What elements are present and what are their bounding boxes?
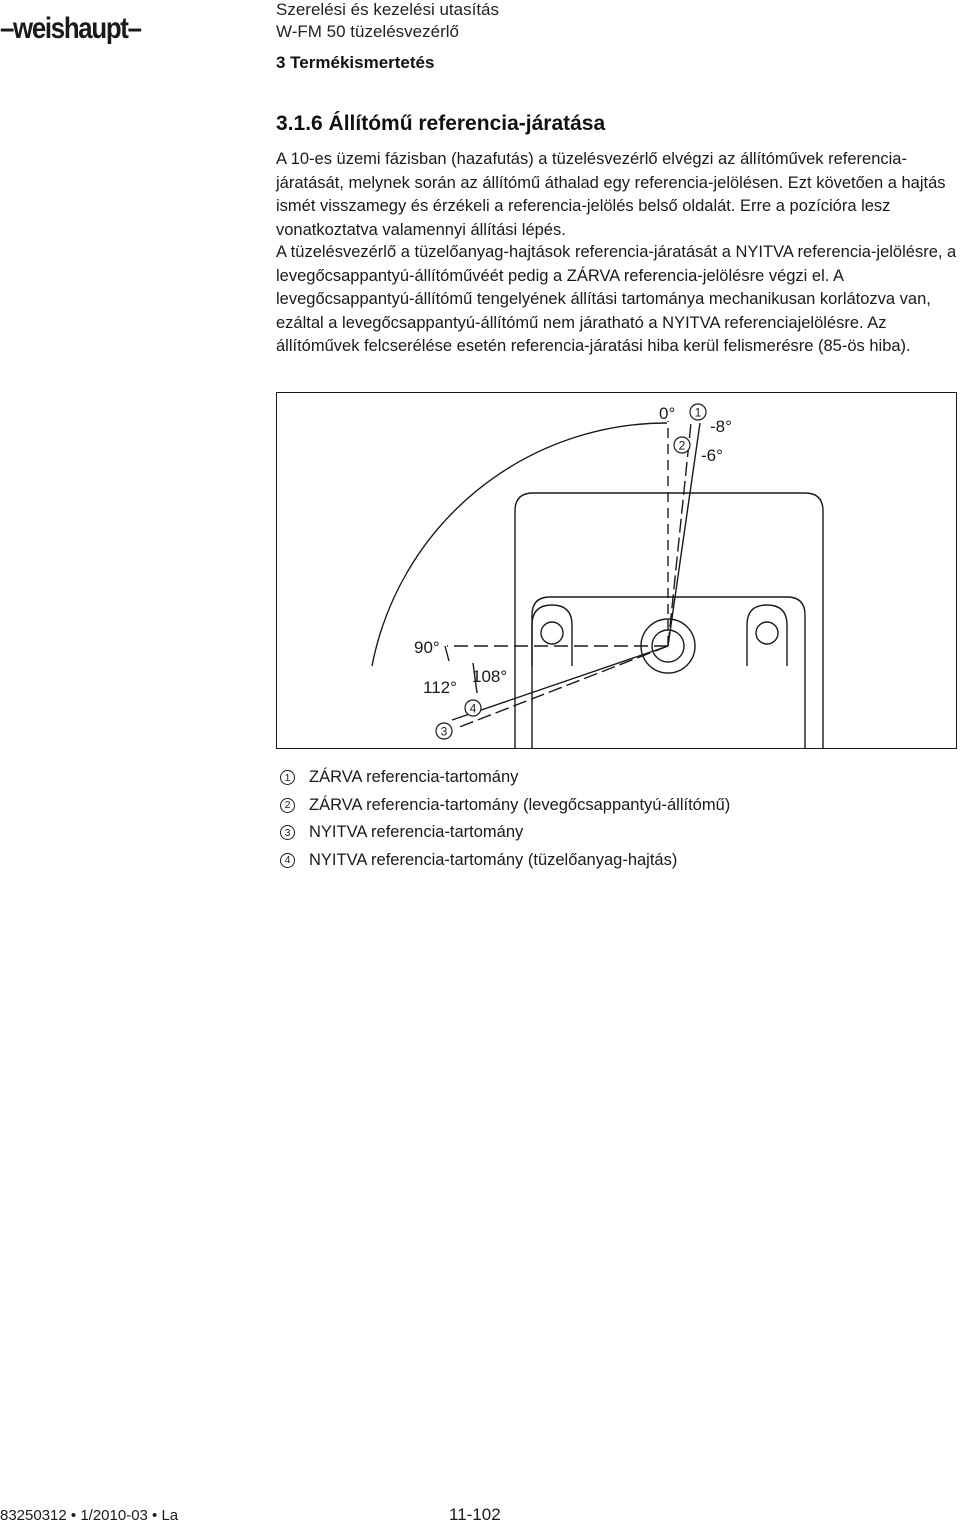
legend-number: 1 [280, 770, 295, 785]
legend-text: NYITVA referencia-tartomány (tüzelőanyag-hajtás) [309, 850, 678, 869]
marker-2 [674, 437, 690, 453]
legend-number: 4 [280, 853, 295, 868]
label-108: 108° [472, 667, 508, 686]
marker-3 [436, 723, 452, 739]
diagram-drawing [277, 393, 958, 750]
label-ninety: 90° [414, 638, 440, 657]
page-number: 11-102 [449, 1505, 501, 1524]
document-subtitle: W-FM 50 tüzelésvezérlő [276, 22, 459, 41]
marker-1 [690, 404, 706, 420]
label-112: 112° [423, 678, 457, 697]
document-id: 83250312 • 1/2010-03 • La [0, 1507, 179, 1524]
legend-item [280, 764, 730, 792]
rotation-arc [372, 423, 667, 666]
left-lug-hole [541, 622, 563, 644]
marker-4 [465, 700, 481, 716]
figure-legend [280, 764, 730, 874]
reference-run-diagram [276, 392, 957, 749]
svg-text:1: 1 [694, 405, 702, 420]
legend-item [280, 792, 730, 820]
legend-text: NYITVA referencia-tartomány [309, 823, 524, 842]
document-title: Szerelési és kezelési utasítás [276, 0, 499, 19]
legend-text: ZÁRVA referencia-tartomány (levegőcsappantyú-állítómű) [309, 795, 731, 814]
label-minus6: -6° [701, 446, 723, 465]
legend-number: 2 [280, 798, 295, 813]
section-title: 3.1.6 Állítómű referencia-járatása [276, 112, 606, 135]
left-lug [532, 605, 572, 666]
right-lug-hole [756, 622, 778, 644]
svg-text:2: 2 [678, 438, 686, 453]
right-lug [747, 605, 787, 666]
paragraph-2: A tüzelésvezérlő a tüzelőanyag-hajtások referencia-járatását a NYITVA referencia-jelölésre, a levegőcsappantyú-állítóművéét pedig a ZÁRVA referencia-jelölésre végzi el. A levegőcsappantyú-állítómű tengelyének állítási tartománya mechanikusan korlátozva van, ezáltal a levegőcsappantyú-állítómű nem járatható a NYITVA referenciajelölésre. Az állítóművek felcserélése esetén referencia-járatási hiba kerül felismerésre (85-ös hiba). [276, 243, 957, 356]
label-zero: 0° [659, 404, 676, 423]
minus8-pointer [668, 423, 700, 646]
chapter-heading: 3 Termékismertetés [276, 53, 435, 72]
svg-text:3: 3 [440, 724, 448, 739]
legend-number: 3 [280, 825, 295, 840]
legend-item [280, 847, 730, 875]
label-minus8: -8° [710, 417, 732, 436]
minus6-pointer [668, 423, 691, 646]
paragraph-1: A 10-es üzemi fázisban (hazafutás) a tüzelésvezérlő elvégzi az állítóművek referencia-járatását, melynek során az állítómű áthalad egy referencia-jelölésen. Ezt követően a hajtás ismét visszamegy és érzékeli a referencia-jelölés belső oldalát. Erre a pozícióra lesz vonatkoztatva valamennyi állítási lépés. [276, 150, 946, 239]
svg-text:4: 4 [469, 701, 477, 716]
legend-item [280, 819, 730, 847]
weishaupt-logo: –weishaupt– [0, 12, 141, 45]
housing-outer [515, 493, 823, 748]
legend-text: ZÁRVA referencia-tartomány [309, 768, 519, 787]
one12-pointer [457, 646, 668, 728]
